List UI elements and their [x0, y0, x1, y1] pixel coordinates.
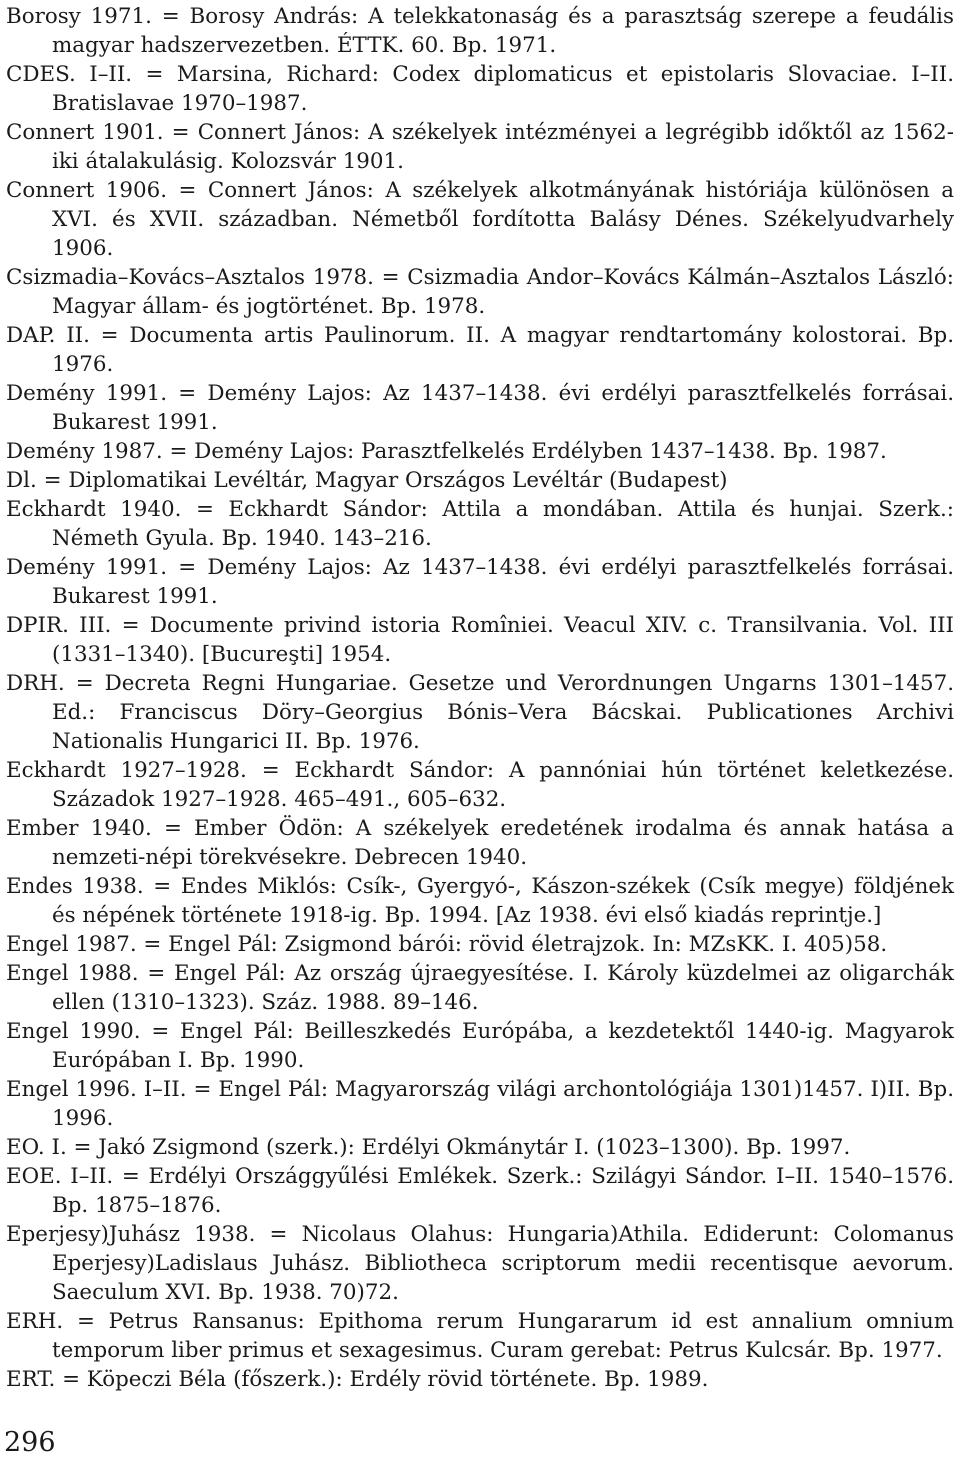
bibliography-entry: DPIR. III. = Documente privind istoria Romîniei. Veacul XIV. c. Transilvania. Vol. III (1331–1340). [Bucureşti] 1954. [6, 613, 954, 667]
bibliography-entry: Engel 1988. = Engel Pál: Az ország újraegyesítése. I. Károly küzdelmei az oligarchák ellen (1310–1323). Száz. 1988. 89–146. [6, 961, 954, 1015]
bibliography-entry: Demény 1991. = Demény Lajos: Az 1437–1438. évi erdélyi parasztfelkelés forrásai. Bukarest 1991. [6, 555, 954, 609]
bibliography-entry: EO. I. = Jakó Zsigmond (szerk.): Erdélyi Okmánytár I. (1023–1300). Bp. 1997. [6, 1135, 851, 1160]
bibliography-entry: ERH. = Petrus Ransanus: Epithoma rerum Hungararum id est annalium omnium temporum liber primus et sexagesimus. Curam gerebat: Petrus Kulcsár. Bp. 1977. [6, 1309, 954, 1363]
bibliography-entry: Endes 1938. = Endes Miklós: Csík-, Gyergyó-, Kászon-székek (Csík megye) földjének és népének története 1918-ig. Bp. 1994. [Az 1938. évi első kiadás reprintje.] [6, 874, 954, 928]
bibliography-entry: Dl. = Diplomatikai Levéltár, Magyar Országos Levéltár (Budapest) [6, 468, 728, 493]
bibliography-entry: Connert 1901. = Connert János: A székelyek intézményei a legrégibb időktől az 1562-iki átalakulásig. Kolozsvár 1901. [6, 120, 954, 174]
bibliography-entry: Eckhardt 1927–1928. = Eckhardt Sándor: A pannóniai hún történet keletkezése. Századok 1927–1928. 465–491., 605–632. [6, 758, 954, 812]
bibliography-entry: EOE. I–II. = Erdélyi Országgyűlési Emlékek. Szerk.: Szilágyi Sándor. I–II. 1540–1576. Bp. 1875–1876. [6, 1164, 954, 1218]
bibliography-entry: Engel 1990. = Engel Pál: Beilleszkedés Európába, a kezdetektől 1440-ig. Magyarok Európában I. Bp. 1990. [6, 1019, 954, 1073]
bibliography-entry: Demény 1987. = Demény Lajos: Parasztfelkelés Erdélyben 1437–1438. Bp. 1987. [6, 439, 887, 464]
bibliography-entry: Ember 1940. = Ember Ödön: A székelyek eredetének irodalma és annak hatása a nemzeti-népi törekvésekre. Debrecen 1940. [6, 816, 954, 870]
bibliography-entry: Eckhardt 1940. = Eckhardt Sándor: Attila a mondában. Attila és hunjai. Szerk.: Németh Gyula. Bp. 1940. 143–216. [6, 497, 954, 551]
bibliography-entry: Csizmadia–Kovács–Asztalos 1978. = Csizmadia Andor–Kovács Kálmán–Asztalos László: Magyar állam- és jogtörténet. Bp. 1978. [6, 265, 954, 319]
bibliography-entry: Eperjesy)Juhász 1938. = Nicolaus Olahus: Hungaria)Athila. Ediderunt: Colomanus Eperjesy)Ladislaus Juhász. Bibliotheca scriptorum medii recentisque aevorum. Saeculum XVI. Bp. 1938. 70)72. [6, 1222, 954, 1305]
bibliography-entry: Connert 1906. = Connert János: A székelyek alkotmányának históriája különösen a XVI. és XVII. században. Németből fordította Balásy Dénes. Székelyudvarhely 1906. [6, 178, 954, 261]
page-number: 296 [4, 1427, 56, 1458]
bibliography-entry: Engel 1987. = Engel Pál: Zsigmond bárói: rövid életrajzok. In: MZsKK. I. 405)58. [6, 932, 888, 957]
bibliography-list [6, 2, 954, 1394]
bibliography-entry: DRH. = Decreta Regni Hungariae. Gesetze und Verordnungen Ungarns 1301–1457. Ed.: Franciscus Döry–Georgius Bónis–Vera Bácskai. Publicationes Archivi Nationalis Hungarici II. Bp. 1976. [6, 671, 954, 754]
bibliography-entry: CDES. I–II. = Marsina, Richard: Codex diplomaticus et epistolaris Slovaciae. I–II. Bratislavae 1970–1987. [6, 62, 954, 116]
bibliography-entry: Demény 1991. = Demény Lajos: Az 1437–1438. évi erdélyi parasztfelkelés forrásai. Bukarest 1991. [6, 381, 954, 435]
bibliography-entry: ERT. = Köpeczi Béla (főszerk.): Erdély rövid története. Bp. 1989. [6, 1367, 709, 1392]
bibliography-entry: Engel 1996. I–II. = Engel Pál: Magyarország világi archontológiája 1301)1457. I)II. Bp. 1996. [6, 1077, 954, 1131]
bibliography-entry: DAP. II. = Documenta artis Paulinorum. II. A magyar rendtartomány kolostorai. Bp. 1976. [6, 323, 954, 377]
bibliography-entry: Borosy 1971. = Borosy András: A telekkatonaság és a parasztság szerepe a feudális magyar hadszervezetben. ÉTTK. 60. Bp. 1971. [6, 4, 954, 58]
